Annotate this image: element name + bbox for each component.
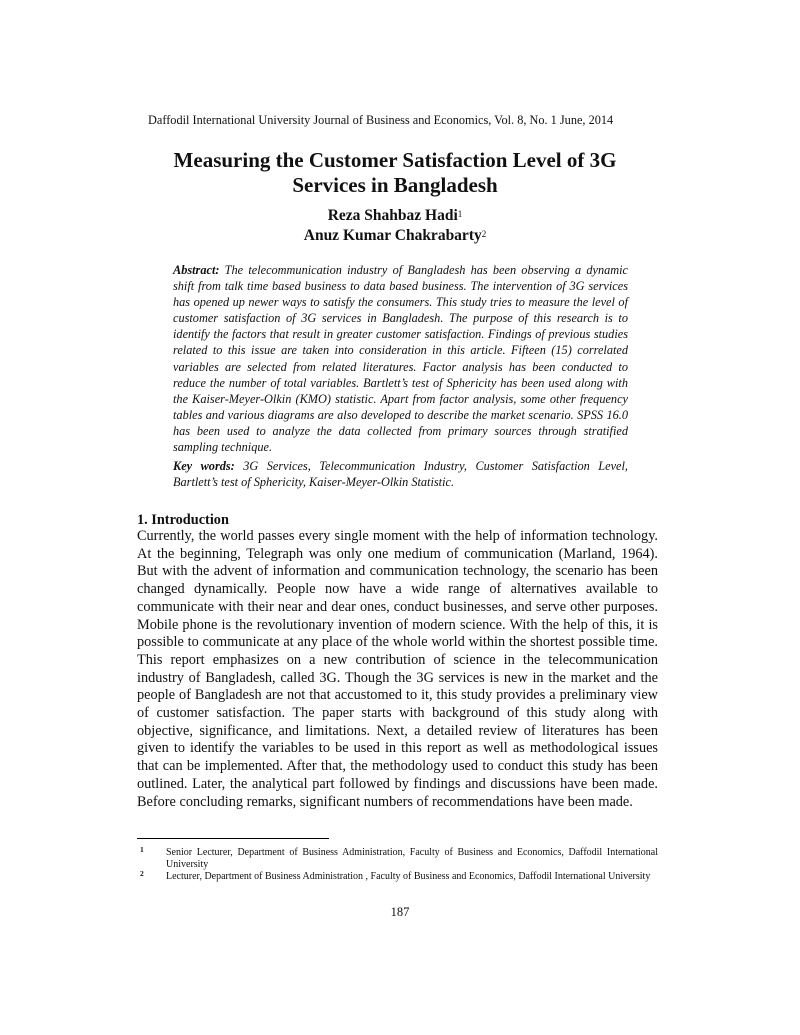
paper-title xyxy=(135,148,655,198)
author-1 xyxy=(135,206,655,226)
footnote-text: Lecturer, Department of Business Administration , Faculty of Business and Economics, Daffodil International University xyxy=(166,871,651,882)
footnote-divider xyxy=(137,838,329,839)
abstract-text: The telecommunication industry of Bangladesh has been observing a dynamic shift from talk time based business to data based business. The intervention of 3G services has opened up newer ways to satisfy the consumers. This study tries to measure the level of customer satisfaction of 3G services in Bangladesh. The purpose of this research is to identify the factors that result in greater customer satisfaction. Findings of previous studies related to this issue are taken into consideration in this article. Fifteen (15) correlated variables are selected from related literatures. Factor analysis has been conducted to reduce the number of total variables. Bartlett’s test of Sphericity has been used along with the Kaiser-Meyer-Olkin (KMO) statistic. Apart from factor analysis, some other frequency tables and various diagrams are also developed to describe the market scenario. SPSS 16.0 has been used to analyze the data collected from primary sources through stratified sampling technique. xyxy=(173,263,628,455)
abstract-label: Abstract: xyxy=(173,263,220,277)
footnote-mark: 2 xyxy=(140,869,144,878)
footnote-2 xyxy=(137,871,658,883)
keywords-text: 3G Services, Telecommunication Industry, Customer Satisfaction Level, Bartlett’s test of Sphericity, Kaiser-Meyer-Olkin Statistic. xyxy=(173,459,629,490)
author-name: Anuz Kumar Chakrabarty xyxy=(303,227,482,244)
keywords-label: Key words: xyxy=(173,459,235,473)
title-line-1: Measuring the Customer Satisfaction Level of 3G xyxy=(173,148,617,172)
footnote-text: Senior Lecturer, Department of Business Administration, Faculty of Business and Economics, Daffodil International University xyxy=(166,847,658,870)
author-2 xyxy=(135,226,655,246)
author-affiliation-mark: 1 xyxy=(457,209,463,219)
keywords xyxy=(173,458,628,490)
introduction-paragraph: Currently, the world passes every single moment with the help of information technology. At the beginning, Telegraph was only one medium of communication (Marland, 1964). But with the advent of information and communication technology, the scenario has been changed dynamically. People now have a wide range of alternatives available to communicate with their near and dear ones, conduct businesses, and serve other purposes. Mobile phone is the revolutionary invention of modern science. With the help of this, it is possible to communicate at any place of the whole world within the shortest possible time. This report emphasizes on a new contribution of science in the telecommunication industry of Bangladesh, called 3G. Though the 3G services is new in the market and the people of Bangladesh are not that accustomed to it, this study provides a preliminary view of customer satisfaction. The paper starts with background of this study along with objective, significance, and limitations. Next, a detailed review of literatures has been given to identify the variables to be used in this report as well as methodological issues that can be implemented. After that, the methodology used to conduct this study has been outlined. Later, the analytical part followed by findings and discussions have been made. Before concluding remarks, significant numbers of recommendations have been made. xyxy=(137,528,658,810)
journal-header: Daffodil International University Journal of Business and Economics, Vol. 8, No. 1 June, 2014 xyxy=(148,113,614,127)
author-name: Reza Shahbaz Hadi xyxy=(327,207,458,224)
author-list xyxy=(135,206,655,246)
footnote-1 xyxy=(137,847,658,871)
page-number: 187 xyxy=(390,905,410,919)
footnote-mark: 1 xyxy=(140,845,144,854)
abstract xyxy=(173,262,628,455)
title-line-2: Services in Bangladesh xyxy=(292,173,498,197)
author-affiliation-mark: 2 xyxy=(481,229,487,239)
section-heading-introduction: 1. Introduction xyxy=(137,512,229,528)
